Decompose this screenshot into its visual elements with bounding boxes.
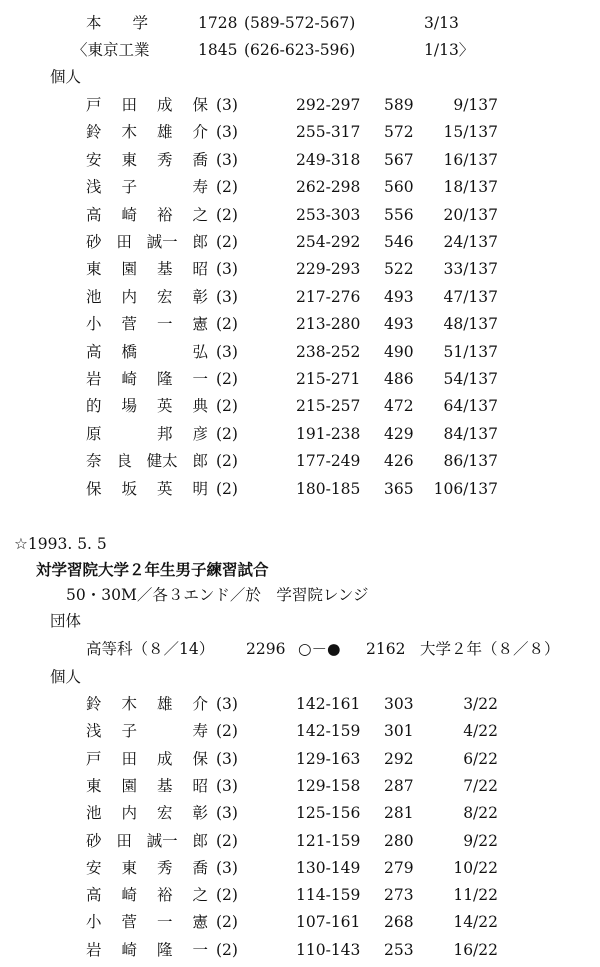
name-char: 浅: [86, 722, 102, 741]
table-row: [0, 718, 600, 745]
player-year: (2): [216, 913, 238, 932]
rival-result-line: [0, 37, 600, 64]
player-name: [86, 746, 208, 773]
player-rank: 8/22: [463, 804, 498, 823]
player-rank: 86/137: [443, 452, 498, 471]
name-char: 安: [86, 150, 102, 169]
team-heading: 団体: [50, 612, 82, 630]
name-char: 安: [86, 858, 102, 877]
table-row: [0, 229, 600, 256]
name-char: 寿: [192, 722, 208, 741]
name-char: 成: [156, 96, 173, 114]
name-char: 田: [116, 831, 132, 850]
player-year: (3): [216, 695, 238, 713]
name-char: 英: [156, 397, 173, 416]
name-char: 喬: [192, 858, 208, 877]
name-char: 宏: [156, 804, 173, 823]
player-scores: 215-271: [296, 370, 361, 388]
table-row: [0, 202, 600, 229]
name-char: 池: [86, 287, 102, 306]
rival-name: 〈東京工業: [72, 41, 150, 59]
name-char: 隆: [156, 370, 173, 388]
player-name: [86, 800, 208, 827]
name-char: 高: [86, 342, 102, 361]
player-total: 303: [384, 695, 414, 713]
name-char: [157, 174, 173, 201]
table-row: [0, 448, 600, 475]
player-year: (2): [216, 886, 238, 905]
player-name: [86, 718, 208, 745]
player-scores: 107-161: [296, 913, 361, 932]
name-char: 浅: [86, 178, 102, 197]
player-total: 567: [384, 150, 414, 169]
player-scores: 177-249: [296, 452, 361, 471]
name-char: 雄: [156, 123, 173, 142]
player-total: 486: [384, 370, 414, 388]
player-total: 472: [384, 397, 414, 416]
player-scores: 114-159: [296, 886, 361, 905]
player-year: (2): [216, 370, 238, 388]
player-name: [86, 229, 208, 256]
player-rank: 16/22: [453, 940, 498, 959]
table-row: [0, 119, 600, 146]
name-char: 昭: [192, 260, 208, 279]
name-char: 菅: [121, 913, 137, 932]
player-name: [86, 339, 208, 366]
player-rank: 48/137: [443, 315, 498, 334]
player-name: [86, 92, 208, 119]
table-row: [0, 147, 600, 174]
player-year: (3): [216, 96, 238, 114]
player-year: (2): [216, 397, 238, 416]
name-char: 奈: [86, 452, 102, 471]
name-char: 子: [121, 178, 138, 197]
player-rank: 47/137: [443, 287, 498, 306]
name-char: 鈴: [86, 123, 102, 142]
player-total: 493: [384, 315, 414, 334]
player-rank: 15/137: [443, 123, 498, 142]
name-char: 崎: [121, 370, 137, 388]
name-char: 田: [121, 749, 137, 768]
player-rank: 16/137: [443, 150, 498, 169]
name-char: 憲: [192, 913, 208, 932]
name-char: 保: [192, 96, 208, 114]
table-row: [0, 882, 600, 909]
player-scores: 253-303: [296, 205, 361, 224]
player-rank: 7/22: [463, 776, 498, 795]
name-char: 明: [192, 479, 208, 498]
rival-detail: (626-623-596): [244, 41, 356, 59]
player-name: [86, 311, 208, 338]
name-char: 東: [121, 150, 137, 169]
name-char: 田: [116, 233, 132, 251]
player-scores: 254-292: [296, 233, 361, 251]
name-char: 砂: [86, 831, 102, 850]
player-rank: 4/22: [463, 722, 498, 741]
table-row: [0, 476, 600, 503]
name-char: 岩: [86, 940, 102, 959]
player-year: (2): [216, 479, 238, 498]
player-name: [86, 882, 208, 909]
name-char: 原: [86, 424, 102, 443]
school-result-line: [0, 10, 600, 37]
player-name: [86, 393, 208, 420]
player-year: (2): [216, 205, 238, 224]
player-scores: 238-252: [296, 342, 361, 361]
table-row: [0, 393, 600, 420]
name-char: 崎: [121, 940, 137, 959]
name-char: 憲: [192, 315, 208, 334]
name-char: 邦: [156, 424, 173, 443]
player-rank: 11/22: [453, 886, 498, 905]
name-char: 東: [121, 858, 137, 877]
player-scores: 213-280: [296, 315, 361, 334]
name-char: 秀: [156, 858, 173, 877]
name-char: 基: [156, 260, 173, 279]
player-rank: 14/22: [453, 913, 498, 932]
name-char: 鈴: [86, 695, 102, 713]
player-year: (2): [216, 452, 238, 471]
name-char: 一: [192, 370, 208, 388]
table-row: [0, 92, 600, 119]
table-row: [0, 256, 600, 283]
name-char: 東: [86, 776, 102, 795]
player-rank: 106/137: [433, 479, 498, 498]
name-char: 雄: [156, 695, 173, 713]
player-name: [86, 909, 208, 936]
name-char: 小: [86, 315, 102, 334]
player-rank: 10/22: [453, 858, 498, 877]
name-char: 東: [86, 260, 102, 279]
name-char: 崎: [121, 205, 137, 224]
name-char: 戸: [86, 749, 102, 768]
player-total: 589: [384, 96, 414, 114]
name-char: 保: [86, 479, 102, 498]
team-right-score: 2162: [366, 640, 406, 658]
player-total: 426: [384, 452, 414, 471]
school-score: 1728: [198, 14, 238, 32]
player-name: [86, 119, 208, 146]
player-total: 560: [384, 178, 414, 197]
name-char: 基: [156, 776, 173, 795]
player-name: [86, 174, 208, 201]
team-right: 大学２年（８／８）: [420, 640, 560, 658]
school-detail: (589-572-567): [244, 14, 356, 32]
player-name: [86, 828, 208, 855]
player-rank: 20/137: [443, 205, 498, 224]
name-char: 裕: [156, 205, 173, 224]
player-rank: 84/137: [443, 424, 498, 443]
player-scores: 121-159: [296, 831, 361, 850]
player-scores: 142-159: [296, 722, 361, 741]
player-total: 572: [384, 123, 414, 142]
table-row: [0, 174, 600, 201]
name-char: 誠一: [146, 233, 178, 251]
player-scores: 130-149: [296, 858, 361, 877]
name-char: 弘: [192, 342, 208, 361]
player-scores: 129-158: [296, 776, 361, 795]
name-char: 健太: [146, 452, 178, 471]
player-rank: 54/137: [443, 370, 498, 388]
team-left: 高等科（８／14）: [86, 640, 215, 658]
table-row: [0, 828, 600, 855]
player-total: 281: [384, 804, 414, 823]
player-name: [86, 773, 208, 800]
name-char: 成: [156, 749, 173, 768]
name-char: 一: [192, 940, 208, 959]
rival-score: 1845: [198, 41, 238, 59]
player-year: (2): [216, 178, 238, 197]
name-char: [122, 421, 138, 448]
rival-rank: 1/13〉: [424, 41, 475, 59]
player-scores: 262-298: [296, 178, 361, 197]
win-loss-mark: ○－●: [298, 640, 341, 658]
player-year: (2): [216, 940, 238, 959]
player-scores: 110-143: [296, 940, 361, 959]
name-char: 秀: [156, 150, 173, 169]
player-total: 279: [384, 858, 414, 877]
name-char: 昭: [192, 776, 208, 795]
player-total: 429: [384, 424, 414, 443]
name-char: 喬: [192, 150, 208, 169]
player-rank: 9/137: [453, 96, 498, 114]
team-result-line: [0, 636, 600, 663]
player-scores: 191-238: [296, 424, 361, 443]
player-scores: 125-156: [296, 804, 361, 823]
name-char: 彦: [192, 424, 208, 443]
table-row: [0, 421, 600, 448]
name-char: [157, 718, 173, 745]
player-name: [86, 476, 208, 503]
name-char: 崎: [121, 886, 137, 905]
name-char: 子: [121, 722, 138, 741]
player-rank: 51/137: [443, 342, 498, 361]
player-year: (2): [216, 722, 238, 741]
name-char: 岩: [86, 370, 102, 388]
player-year: (3): [216, 342, 238, 361]
player-year: (3): [216, 776, 238, 795]
player-year: (3): [216, 287, 238, 306]
player-rank: 6/22: [463, 749, 498, 768]
player-total: 490: [384, 342, 414, 361]
player-scores: 129-163: [296, 749, 361, 768]
player-scores: 292-297: [296, 96, 361, 114]
name-char: 坂: [121, 479, 137, 498]
name-char: 一: [156, 315, 173, 334]
name-char: 誠一: [146, 831, 178, 850]
individual-heading-2: 個人: [50, 668, 82, 686]
name-char: 宏: [156, 287, 173, 306]
event-date: ☆1993. 5. 5: [14, 535, 107, 553]
player-name: [86, 256, 208, 283]
event-title: 対学習院大学２年生男子練習試合: [36, 560, 269, 579]
player-total: 292: [384, 749, 414, 768]
player-year: (2): [216, 831, 238, 850]
player-year: (3): [216, 804, 238, 823]
player-name: [86, 448, 208, 475]
player-name: [86, 937, 208, 964]
name-char: 良: [116, 452, 132, 471]
player-total: 522: [384, 260, 414, 279]
name-char: 保: [192, 749, 208, 768]
school-rank: 3/13: [424, 14, 459, 32]
name-char: 之: [192, 886, 208, 905]
player-rank: 3/22: [463, 695, 498, 713]
school-name: 本 学: [86, 14, 149, 32]
name-char: 一: [156, 913, 173, 932]
name-char: 彰: [192, 804, 208, 823]
player-rank: 64/137: [443, 397, 498, 416]
name-char: 橋: [121, 342, 138, 361]
event-format: 50・30M／各３エンド／於 学習院レンジ: [66, 586, 369, 604]
name-char: 戸: [86, 96, 102, 114]
table-row: [0, 746, 600, 773]
name-char: 木: [121, 695, 137, 713]
player-total: 546: [384, 233, 414, 251]
player-name: [86, 147, 208, 174]
player-total: 301: [384, 722, 414, 741]
name-char: 高: [86, 205, 102, 224]
name-char: [157, 339, 173, 366]
name-char: 田: [121, 96, 137, 114]
name-char: 裕: [156, 886, 173, 905]
player-year: (2): [216, 424, 238, 443]
player-rank: 24/137: [443, 233, 498, 251]
player-rank: 18/137: [443, 178, 498, 197]
player-total: 556: [384, 205, 414, 224]
player-year: (2): [216, 233, 238, 251]
player-rank: 9/22: [463, 831, 498, 850]
name-char: 郎: [192, 831, 208, 850]
name-char: 郎: [192, 233, 208, 251]
name-char: 介: [192, 695, 208, 713]
player-total: 280: [384, 831, 414, 850]
name-char: 高: [86, 886, 102, 905]
table-row: [0, 773, 600, 800]
table-row: [0, 339, 600, 366]
player-scores: 255-317: [296, 123, 361, 142]
player-year: (3): [216, 123, 238, 142]
player-name: [86, 855, 208, 882]
name-char: 内: [121, 804, 137, 823]
name-char: 英: [156, 479, 173, 498]
name-char: 園: [121, 776, 137, 795]
individual-heading-1: 個人: [50, 68, 82, 86]
name-char: 的: [86, 397, 102, 416]
player-year: (3): [216, 260, 238, 279]
name-char: 典: [192, 397, 208, 416]
name-char: 之: [192, 205, 208, 224]
player-year: (3): [216, 858, 238, 877]
name-char: 内: [121, 287, 137, 306]
player-total: 253: [384, 940, 414, 959]
player-rank: 33/137: [443, 260, 498, 279]
player-total: 273: [384, 886, 414, 905]
player-name: [86, 366, 208, 393]
name-char: 隆: [156, 940, 173, 959]
name-char: 郎: [192, 452, 208, 471]
table-row: [0, 937, 600, 964]
player-year: (3): [216, 749, 238, 768]
table-row: [0, 366, 600, 393]
table-row: [0, 909, 600, 936]
player-scores: 142-161: [296, 695, 361, 713]
player-total: 287: [384, 776, 414, 795]
player-scores: 180-185: [296, 479, 361, 498]
name-char: 木: [121, 123, 137, 142]
player-name: [86, 421, 208, 448]
table-row: [0, 311, 600, 338]
name-char: 池: [86, 804, 102, 823]
team-left-score: 2296: [246, 640, 286, 658]
player-total: 365: [384, 479, 414, 498]
player-scores: 215-257: [296, 397, 361, 416]
name-char: 小: [86, 913, 102, 932]
player-scores: 249-318: [296, 150, 361, 169]
player-scores: 217-276: [296, 287, 361, 306]
player-total: 493: [384, 287, 414, 306]
player-name: [86, 284, 208, 311]
name-char: 砂: [86, 233, 102, 251]
name-char: 寿: [192, 178, 208, 197]
name-char: 彰: [192, 287, 208, 306]
player-scores: 229-293: [296, 260, 361, 279]
player-year: (3): [216, 150, 238, 169]
table-row: [0, 855, 600, 882]
player-name: [86, 691, 208, 718]
name-char: 菅: [121, 315, 137, 334]
player-name: [86, 202, 208, 229]
player-year: (2): [216, 315, 238, 334]
name-char: 園: [121, 260, 137, 279]
table-row: [0, 284, 600, 311]
table-row: [0, 691, 600, 718]
name-char: 介: [192, 123, 208, 142]
name-char: 場: [121, 397, 137, 416]
table-row: [0, 800, 600, 827]
player-total: 268: [384, 913, 414, 932]
